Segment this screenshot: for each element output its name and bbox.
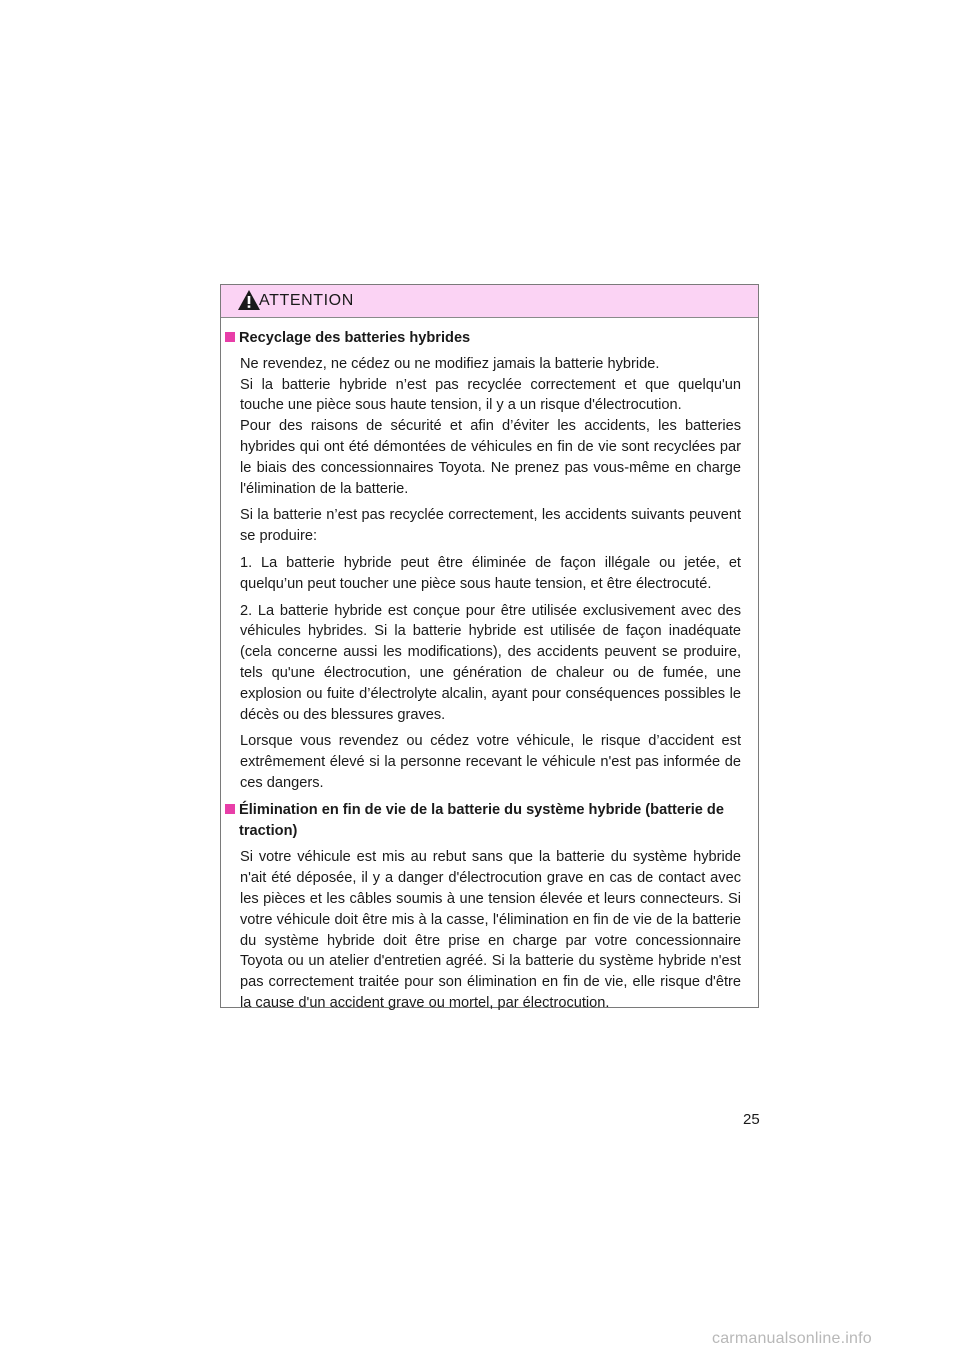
attention-header [221,285,758,318]
square-bullet-icon [225,804,235,814]
section-heading [221,328,758,349]
watermark: carmanualsonline.info [712,1330,872,1347]
section-heading-text: Recyclage des batteries hybrides [239,330,471,346]
attention-content [221,318,758,1014]
paragraph: Lorsque vous revendez ou cédez votre véhicule, le risque d’accident est extrêmement élevé si la personne recevant le véhicule n'est pas informée de ces dangers. [240,733,741,791]
paragraph: Si la batterie n’est pas recyclée correctement, les accidents suivants peuvent se produire: [240,507,741,545]
paragraph: Si votre véhicule est mis au rebut sans que la batterie du système hybride n'ait été déposée, il y a danger d'électrocution grave en cas de contact avec les pièces et les câbles soumis à une tension élevée et leurs connecteurs. Si votre véhicule doit être mis à la casse, l'élimination en fin de vie de la batterie du système hybride doit être prise en charge par votre concessionnaire Toyota ou un atelier d'entretien agréé. Si la batterie du système hybride n'est pas correctement traitée pour son élimination en fin de vie, elle risque d'être la cause d'un accident grave ou mortel, par électrocution. [240,849,741,1011]
warning-triangle-icon [237,289,261,311]
section-recyclage [221,328,758,794]
square-bullet-icon [225,332,235,342]
paragraph: 1. La batterie hybride peut être éliminée de façon illégale ou jetée, et quelqu’un peut toucher une pièce sous haute tension, et être électrocuté. [240,554,741,592]
paragraph: Ne revendez, ne cédez ou ne modifiez jamais la batterie hybride. [240,355,660,372]
section-heading [221,800,758,842]
paragraph: Si la batterie hybride n’est pas recyclée correctement et que quelqu'un touche une pièce sous haute tension, il y a un risque d'électrocution. [240,376,741,414]
attention-title: ATTENTION [259,292,354,309]
attention-box [220,284,759,1011]
section-heading-text: Élimination en fin de vie de la batterie du système hybride (batterie de traction) [239,801,724,839]
section-elimination [221,800,758,1014]
paragraph: 2. La batterie hybride est conçue pour être utilisée exclusivement avec des véhicules hybrides. Si la batterie hybride est utilisée de façon inadéquate (cela concerne aussi les modifications), des accidents peuvent se produire, tels qu'une électrocution, une génération de chaleur ou de fumée, une explosion ou fuite d’électrolyte alcalin, ayant pour conséquences possibles le décès ou des blessures graves. [240,602,741,723]
page-number: 25 [743,1111,760,1128]
paragraph: Pour des raisons de sécurité et afin d’éviter les accidents, les batteries hybrides qui ont été démontées de véhicules en fin de vie sont recyclées par le biais des concessionnaires Toyota. Ne prenez pas vous-même en charge l'élimination de la batterie. [240,418,741,497]
